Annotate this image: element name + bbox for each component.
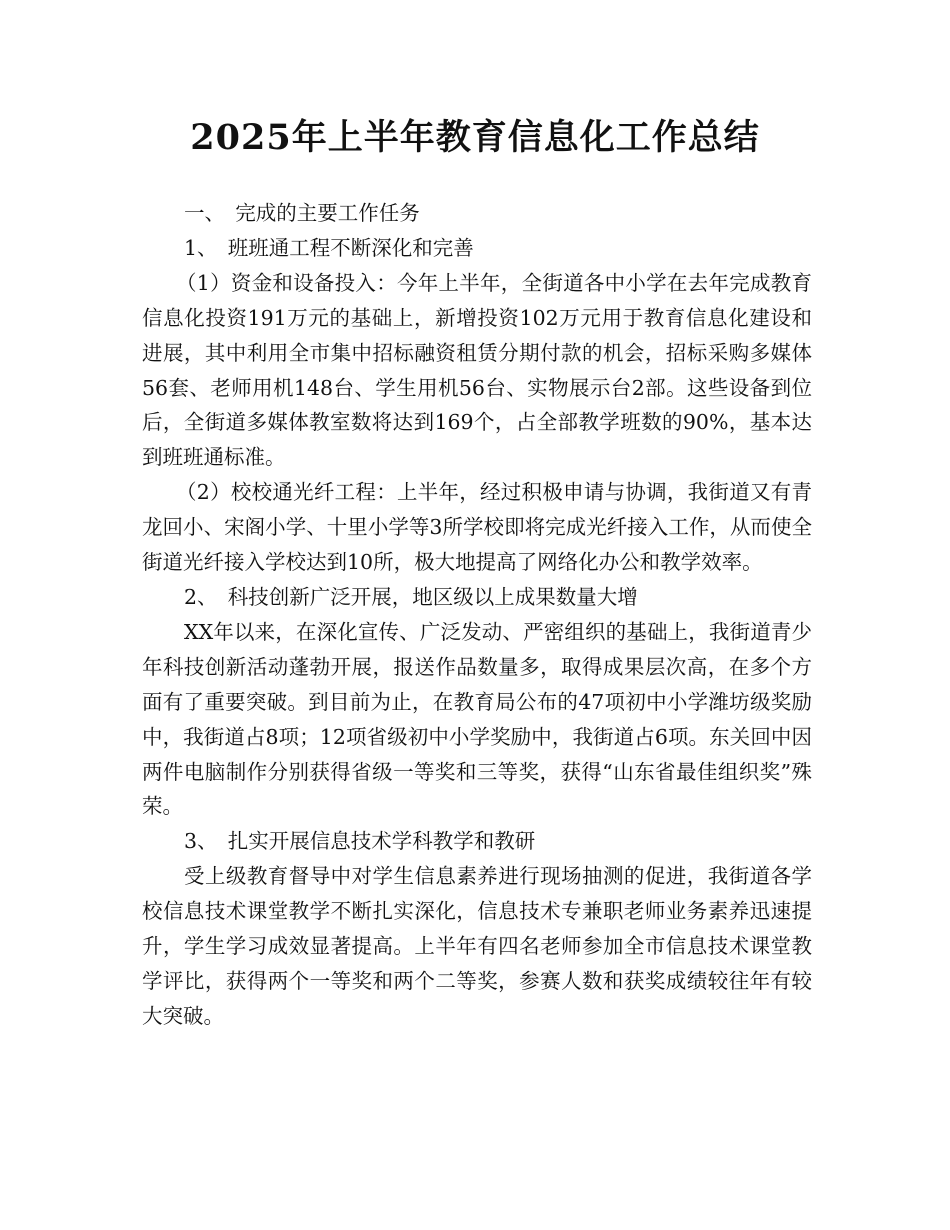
paragraph-fiber: （2）校校通光纤工程：上半年，经过积极申请与协调，我街道又有青龙回小、宋阁小学、十里小学等3所学校即将完成光纤接入工作，从而使全街道光纤接入学校达到10所，极大地提高了网络化办公和教学效率。 (142, 480, 812, 575)
subsection-heading-3: 3、 扎实开展信息技术学科教学和教研 (184, 829, 536, 854)
section-heading-1: 一、 完成的主要工作任务 (184, 201, 420, 225)
paragraph-funding: （1）资金和设备投入：今年上半年，全街道各中小学在去年完成教育信息化投资191万元的基础上，新增投资102万元用于教育信息化建设和进展，其中利用全市集中招标融资租赁分期付款的机会，招标采购多媒体56套、老师用机148台、学生用机56台、实物展示台2部。这些设备到位后，全街道多媒体教室数将达到169个，占全部教学班数的90%，基本达到班班通标准。 (142, 270, 812, 470)
document-body (142, 196, 812, 1034)
subsection-heading-1: 1、 班班通工程不断深化和完善 (184, 235, 474, 260)
paragraph-innovation: XX年以来，在深化宣传、广泛发动、严密组织的基础上，我街道青少年科技创新活动蓬勃开展，报送作品数量多，取得成果层次高，在多个方面有了重要突破。到目前为止，在教育局公布的47项初中小学潍坊级奖励中，我街道占8项；12项省级初中小学奖励中，我街道占6项。东关回中因两件电脑制作分别获得省级一等奖和三等奖，获得“山东省最佳组织奖”殊荣。 (142, 619, 812, 819)
paragraph-teaching: 受上级教育督导中对学生信息素养进行现场抽测的促进，我街道各学校信息技术课堂教学不断扎实深化，信息技术专兼职老师业务素养迅速提升，学生学习成效显著提高。上半年有四名老师参加全市信息技术课堂教学评比，获得两个一等奖和两个二等奖，参赛人数和获奖成绩较往年有较大突破。 (142, 864, 812, 1028)
subsection-heading-2: 2、 科技创新广泛开展，地区级以上成果数量大增 (184, 584, 638, 609)
document-title: 2025年上半年教育信息化工作总结 (190, 117, 760, 158)
